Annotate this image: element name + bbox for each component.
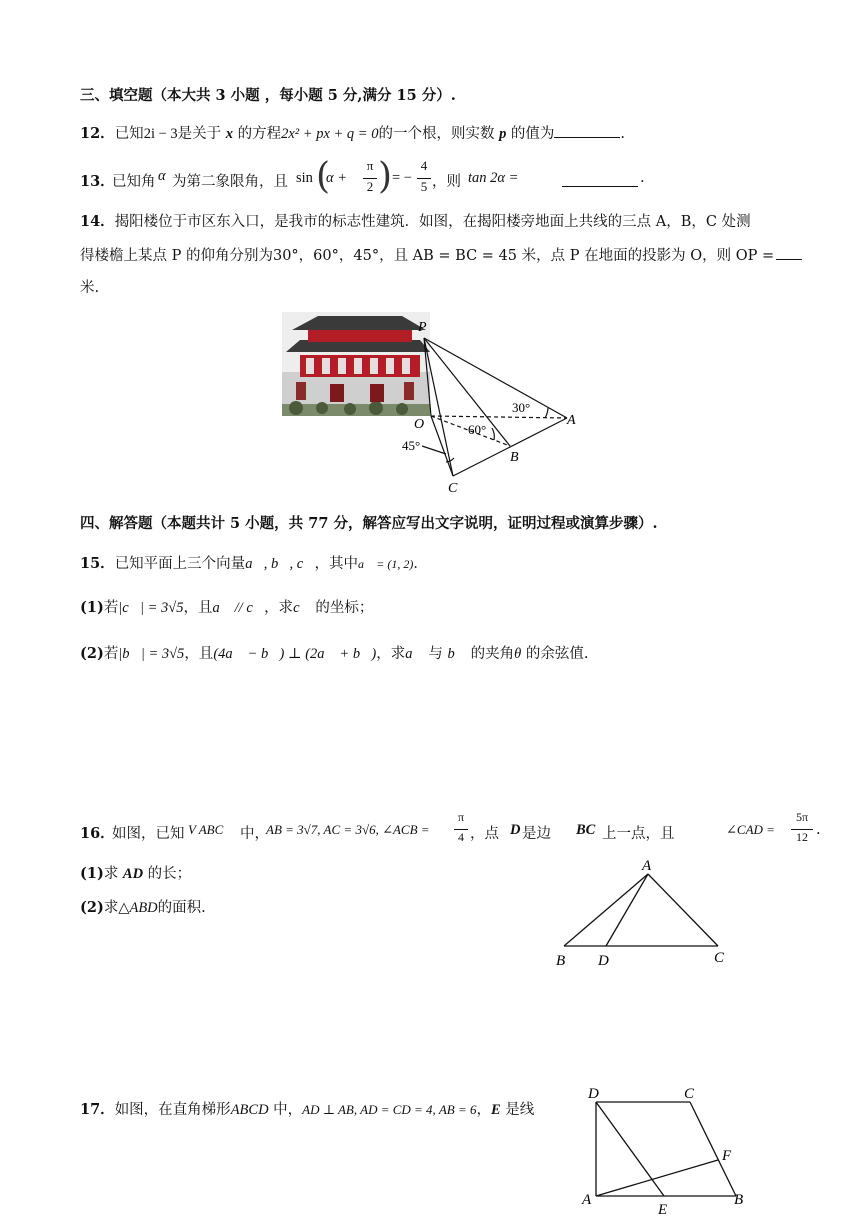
q16-D: D (510, 822, 521, 838)
label-C-16: C (714, 950, 725, 966)
q17-conditions: AD ⊥ AB, AD = CD = 4, AB = 6 (302, 1102, 477, 1117)
q16-text-2: 中， (240, 826, 269, 842)
figure-14-lines (422, 338, 567, 476)
label-A-17: A (582, 1192, 592, 1208)
q13-tan: tan 2α = (468, 170, 519, 186)
q12-text-2: 是关于 (177, 126, 226, 142)
q15-p1-text-3: ，求 (264, 600, 294, 616)
label-B-16: B (556, 953, 566, 969)
section-4-heading: 四、解答题（本题共计 5 小题，共 77 分，解答应写出文字说明，证明过程或演算步骤）. (80, 515, 658, 532)
q12-text-4: 的一个根，则实数 (378, 126, 500, 142)
q17-text-1: 如图，在直角梯形 (114, 1102, 231, 1118)
q15-p1-c: c⃗ (293, 600, 311, 616)
q15-p1-label: (1) (80, 599, 104, 616)
q17-text-3: ， (476, 1102, 491, 1118)
q16-p1-text-2: 的长； (143, 866, 192, 882)
q15-p2-abs: |b⃗| = 3√5 (118, 646, 185, 662)
q15-p2-b: b⃗ (447, 646, 466, 662)
q16-p1-label: (1) (80, 865, 104, 882)
q16-text-4: 是边 (522, 826, 551, 842)
q12-number: 12． (80, 125, 115, 142)
q13-text-1: 已知角 (112, 174, 156, 190)
q16-BC: BC (576, 822, 596, 838)
question-16-part-1 (80, 862, 191, 883)
angle-45: 45° (402, 438, 421, 453)
q13-text-3: ，则 (432, 174, 461, 190)
q16-text-6: . (816, 822, 821, 838)
q13-four: 4 (420, 158, 428, 173)
q14-text-line-1: 揭阳楼位于市区东入口，是我市的标志性建筑．如图，在揭阳楼旁地面上共线的三点 A，B，C 处测 (114, 214, 751, 230)
q15-p1-text-2: ，且 (183, 600, 213, 616)
building-photo (282, 312, 430, 416)
q16-text-3: ，点 (470, 826, 499, 842)
q15-p2-text-6: 的余弦值. (521, 646, 589, 662)
question-15-part-1 (80, 596, 373, 617)
q16-p2-triangle: △ABD (118, 900, 158, 916)
q15-a-definition: a⃗ = (1, 2) (357, 557, 414, 571)
angle-30: 30° (512, 400, 531, 415)
q16-twelve: 12 (796, 830, 808, 844)
question-16-part-2 (80, 896, 206, 917)
q12-equation: 2x² + px + q = 0 (281, 126, 379, 142)
q16-p2-text-1: 求 (103, 900, 119, 916)
q16-p1-AD: AD (122, 866, 144, 882)
q15-p1-text-1: 若 (103, 600, 119, 616)
label-F-17: F (722, 1148, 732, 1164)
q15-p2-text-3: ，求 (376, 646, 406, 662)
q16-p1-text-1: 求 (103, 866, 123, 882)
q15-p2-text-1: 若 (103, 646, 119, 662)
label-E-17: E (658, 1202, 668, 1216)
q16-p2-text-2: 的面积. (157, 900, 206, 916)
q12-text-1: 已知 (114, 126, 144, 142)
q15-text-1: 已知平面上三个向量 (114, 556, 246, 572)
q12-text-3: 的方程 (233, 126, 282, 142)
q16-text-5: 上一点，且 (602, 826, 675, 842)
q15-p2-perp: (4a⃗ − b⃗) ⊥ (2a⃗ + b⃗) (213, 646, 377, 662)
question-15 (80, 552, 428, 573)
q17-E: E (490, 1102, 501, 1118)
angle-60: 60° (468, 422, 487, 437)
q17-number: 17． (80, 1101, 115, 1118)
q15-p2-label: (2) (80, 645, 104, 662)
q17-text-2: 中， (268, 1102, 303, 1118)
q16-cad: ∠CAD = (726, 822, 775, 837)
label-A-16: A (642, 858, 652, 874)
q12-var-p: p (499, 126, 507, 142)
q16-5pi: 5π (795, 810, 809, 824)
section-3-heading: 三、填空题（本大共 3 小题 ，每小题 5 分,满分 15 分）. (80, 87, 456, 104)
q13-number: 13． (80, 173, 115, 190)
q16-four: 4 (458, 830, 464, 844)
label-D-16: D (598, 953, 609, 969)
q14-text-line-2: 得楼檐上某点 P 的仰角分别为30°，60°，45°，且 AB = BC = 45 米，点 P 在地面的投影为 O，则 OP = (80, 248, 775, 264)
q15-p2-a: a⃗ (405, 646, 424, 662)
q16-number: 16． (80, 825, 115, 842)
label-A: A (567, 413, 576, 428)
q12-text-5: 的值为 (506, 126, 555, 142)
q15-p2-text-2: ，且 (184, 646, 214, 662)
q12-root-expr: 2i − 3 (143, 126, 178, 142)
q15-p2-text-4: 与 (423, 646, 448, 662)
q16-triangle: V ABC (188, 822, 224, 837)
q13-five: 5 (420, 179, 428, 194)
q13-paren-right: ) (378, 156, 393, 197)
q13-two: 2 (366, 179, 374, 194)
q15-p1-text-4: 的坐标； (310, 600, 374, 616)
label-B-17: B (734, 1192, 744, 1208)
label-D-17: D (588, 1086, 599, 1102)
q16-pi: π (457, 810, 465, 824)
q13-sin: sin (296, 170, 313, 186)
q13-pi: π (366, 158, 374, 173)
q13-text-4: . (640, 170, 645, 186)
q14-number: 14． (80, 213, 115, 230)
q15-p1-parallel: a⃗ // c⃗ (212, 600, 265, 616)
label-O: O (414, 417, 425, 432)
q15-vectors: a⃗, b⃗, c⃗ (245, 556, 315, 572)
q15-number: 15． (80, 555, 115, 572)
q13-paren-left: ( (316, 156, 331, 197)
q13-text-2: 为第二象限角，且 (172, 174, 288, 190)
q16-text-1: 如图，已知 (112, 826, 185, 842)
q16-p2-label: (2) (80, 899, 104, 916)
q13-alpha: α (158, 168, 166, 184)
label-C-17: C (684, 1086, 695, 1102)
q16-conditions: AB = 3√7, AC = 3√6, ∠ACB = (266, 822, 430, 837)
q15-text-2: ，其中 (314, 556, 358, 572)
q17-ABCD: ABCD (230, 1102, 269, 1118)
question-15-part-2 (80, 642, 588, 663)
q15-p1-abs: |c⃗| = 3√5 (118, 600, 184, 616)
q13-eq: = − (392, 170, 412, 186)
label-B: B (510, 450, 519, 465)
q12-var-x: x (225, 126, 234, 142)
q15-p2-theta: θ (514, 646, 522, 662)
q15-p2-text-5: 的夹角 (465, 646, 515, 662)
label-P: P (418, 320, 427, 335)
question-17 (80, 1098, 534, 1119)
q12-text-6: . (620, 126, 626, 142)
q17-text-4: 是线 (500, 1102, 535, 1118)
q14-text-line-3: 米. (80, 280, 100, 296)
q13-inner: α + (326, 170, 348, 186)
q15-text-3: ． (413, 556, 428, 572)
label-C: C (448, 481, 458, 496)
